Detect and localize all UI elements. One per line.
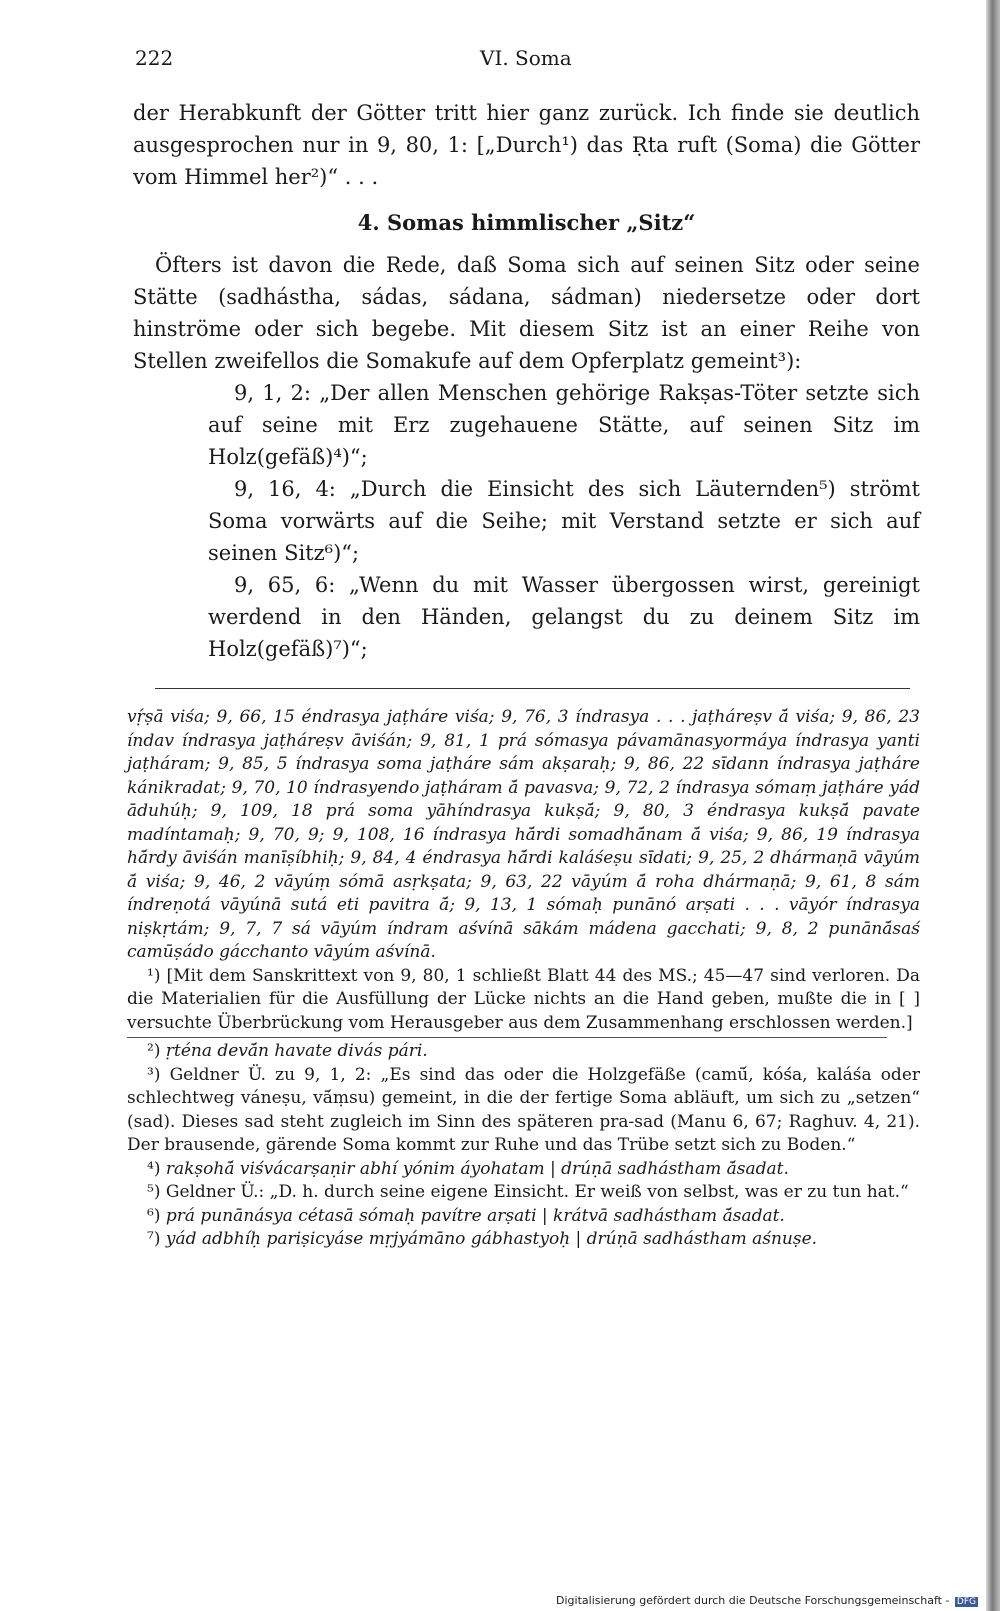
paragraph-1: der Herabkunft der Götter tritt hier ganz zurück. Ich finde sie deutlich ausgesprochen nur in 9, 80, 1: [„Durch¹) das Ṛta ruft (Soma) die Götter vom Himmel her²)“ . . . xyxy=(133,101,920,189)
quote-9-16-4: 9, 16, 4: „Durch die Einsicht des sich Läuternden⁵) strömt Soma vorwärts auf die Seihe; mit Verstand setzte er sich auf seinen Sitz⁶)“; xyxy=(208,477,920,565)
footnote-4-marker: ⁴) xyxy=(147,1158,161,1179)
footnote-4 xyxy=(127,1158,920,1182)
dfg-logo: DFG xyxy=(956,1597,976,1607)
quote-9-65-6: 9, 65, 6: „Wenn du mit Wasser übergossen wirst, gereinigt werdend in den Händen, gelangst du zu deinem Sitz im Holz(gefäß)⁷)“; xyxy=(208,573,920,661)
footnote-continued: vṛ́ṣā viśa; 9, 66, 15 éndrasya jaṭháre viśa; 9, 76, 3 índrasya . . . jaṭháreṣv ā́ viśa; 9, 86, 23 índav índrasya jaṭháreṣv āviśán; 9, 81, 1 prá sómasya pávamānasyormáya índrasya yanti jaṭháram; 9, 85, 5 índrasya soma jaṭháre sám akṣaraḥ; 9, 86, 22 sīdann índrasya jaṭháre kánikradat; 9, 70, 10 índrasyendo jaṭháram ā́ pavasva; 9, 72, 2 índrasya sómaṃ jaṭháre yád āduhúḥ; 9, 109, 18 prá soma yāhíndrasya kukṣā́; 9, 80, 3 éndrasya kukṣā́ pavate madíntamaḥ; 9, 70, 9; 9, 108, 16 índrasya hā́rdi somadhā́nam ā́ viśa; 9, 86, 19 índrasya hā́rdy āviśán manīṣíbhiḥ; 9, 84, 4 éndrasya hā́rdi kaláśeṣu sīdati; 9, 25, 2 dhármaṇā vāyúm ā́ viśa; 9, 46, 2 vāyúṃ sómā asṛkṣata; 9, 63, 22 vāyúm ā́ roha dhármaṇā; 9, 61, 8 sám índreṇotá vāyúnā sutá eti pavitra ā́; 9, 13, 1 sómaḥ punānó arṣati . . . vāyór índrasya niṣkṛtám; 9, 7, 7 sá vāyúm índram aśvínā sākám mádena gacchati; 9, 8, 2 punānā́saś camūṣádo gácchanto vāyúm aśvínā. xyxy=(127,707,920,962)
footnote-1 xyxy=(127,965,920,1036)
digitization-footer xyxy=(556,1594,978,1607)
footnote-1-text: [Mit dem Sanskrittext von 9, 80, 1 schließt Blatt 44 des MS.; 45—47 sind verloren. Da die Materialien für die Ausfüllung der Lücke nichts an die Hand geben, mußte die in [ ] versuchte Überbrückung vom Herausgeber aus dem Zusammenhang erschlossen werden.] xyxy=(127,965,920,1033)
running-head: VI. Soma xyxy=(480,46,572,70)
footnote-7 xyxy=(127,1228,920,1252)
footnote-4-text: rakṣohā́ viśvácarṣaṇir abhí yónim áyohatam | drúṇā sadhástham ā́sadat. xyxy=(165,1158,789,1179)
footnote-5 xyxy=(127,1181,920,1205)
footnote-2-marker: ²) xyxy=(147,1041,161,1061)
footnote-7-marker: ⁷) xyxy=(147,1229,161,1249)
footnote-7-text: yád adbhíḥ pariṣicyáse mṛjyámāno gábhastyoḥ | drúṇā sadhástham aśnuṣe. xyxy=(165,1229,818,1249)
main-text xyxy=(133,97,920,665)
footnote-6-marker: ⁶) xyxy=(147,1205,161,1226)
paragraph-2: Öfters ist davon die Rede, daß Soma sich auf seinen Sitz oder seine Stätte (sadhástha, sádas, sádana, sádman) niedersetze oder dort hinströme oder sich begebe. Mit diesem Sitz ist an einer Reihe von Stellen zweifellos die Somakufe auf dem Opferplatz gemeint³): xyxy=(133,253,920,373)
footnote-6-text: prá punānásya cétasā sómaḥ pavítre arṣati | krátvā sadhástham ā́sadat. xyxy=(165,1205,785,1226)
footnote-3 xyxy=(127,1064,920,1158)
footnote-2-text: ṛténa devā́n havate divás pári. xyxy=(165,1041,428,1061)
page-edge xyxy=(986,0,1000,1611)
section-title: 4. Somas himmlischer „Sitz“ xyxy=(357,210,696,235)
footnote-1-marker: ¹) xyxy=(147,965,161,986)
page-number: 222 xyxy=(135,46,174,70)
footnotes xyxy=(127,706,920,1252)
footnote-divider xyxy=(155,688,910,689)
footnote-3-text: Geldner Ü. zu 9, 1, 2: „Es sind das oder die Holzgefäße (camū́, kóśa, kaláśa oder schlechtweg váneṣu, vā́ṃsu) gemeint, in die der fertige Soma abläuft, um sich zu „setzen“ (sad). Dieses sad steht zugleich im Sinn des späteren pra-sad (Manu 6, 67; Raghuv. 4, 21). Der brausende, gärende Soma kommt zur Ruhe und das Trübe setzt sich zu Boden.“ xyxy=(127,1064,921,1155)
footnote-2 xyxy=(127,1040,920,1064)
footnote-sub-divider xyxy=(127,1037,887,1038)
footnote-3-marker: ³) xyxy=(147,1064,161,1085)
footnote-5-marker: ⁵) xyxy=(147,1182,161,1202)
footer-text: Digitalisierung gefördert durch die Deutsche Forschungsgemeinschaft - xyxy=(556,1594,950,1607)
page-header xyxy=(135,46,920,76)
footnote-5-text: Geldner Ü.: „D. h. durch seine eigene Einsicht. Er weiß von selbst, was er zu tun hat.“ xyxy=(165,1182,909,1202)
quote-9-1-2: 9, 1, 2: „Der allen Menschen gehörige Rakṣas-Töter setzte sich auf seine mit Erz zugehauene Stätte, auf seinen Sitz im Holz(gefäß)⁴)“; xyxy=(208,381,920,469)
footnote-6 xyxy=(127,1205,920,1229)
